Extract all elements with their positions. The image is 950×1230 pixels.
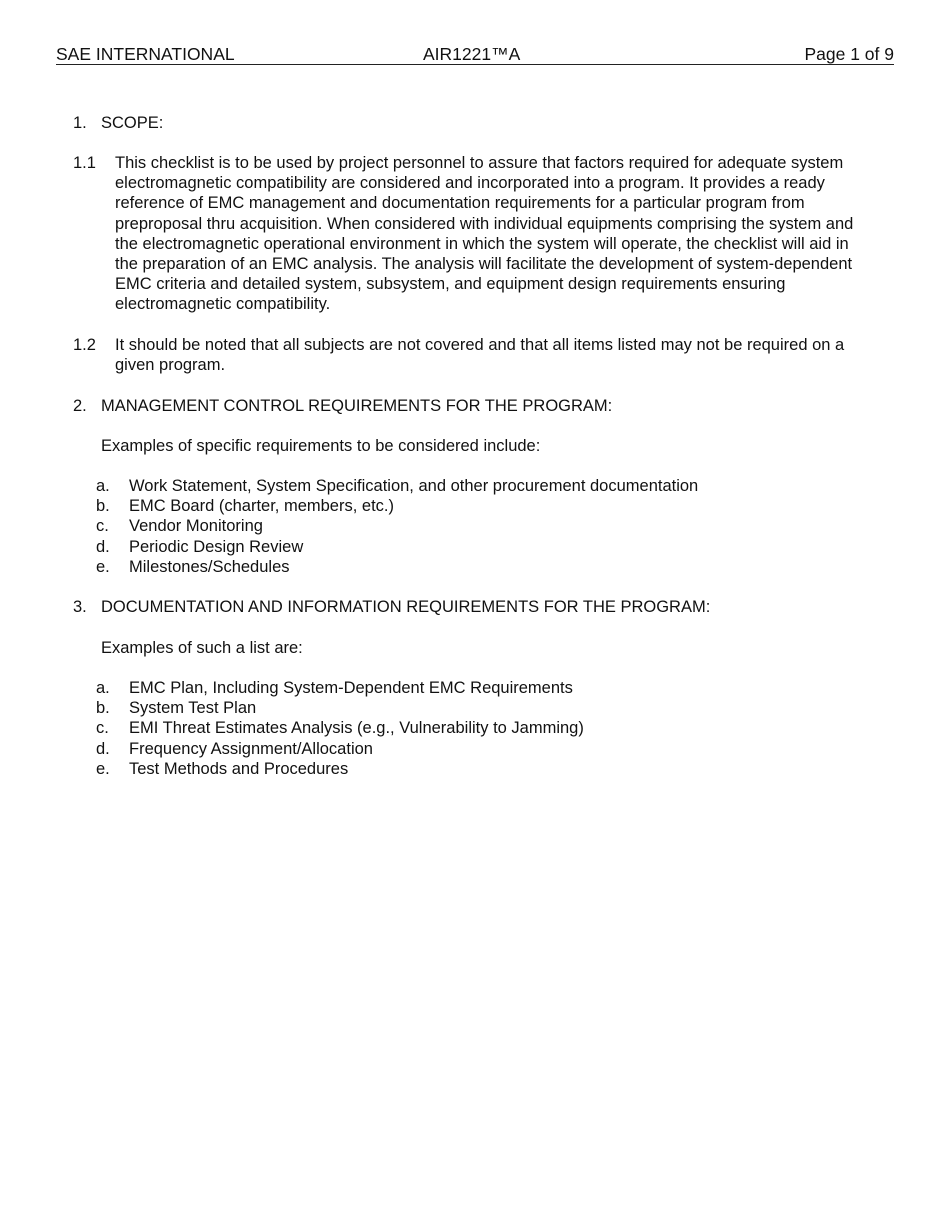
list-letter: b. [96,699,110,718]
header-doc-id: AIR1221™A [423,44,521,64]
section-number: 3. [73,598,87,616]
list-letter: a. [96,477,110,495]
list-text: Vendor Monitoring [129,517,263,536]
header-page-number: Page 1 of 9 [804,44,894,64]
list-text: Work Statement, System Specification, and other procurement documentation [129,477,699,495]
page-header [56,44,894,65]
paragraph-text: This checklist is to be used by project personnel to assure that factors required for adequate system electromagnetic compatibility are considered and incorporated into a program. It provides a ready reference of EMC management and documentation requirements for a particular program from preproposal thru acquisition. When considered with individual equipments comprising the system and the electromagnetic operational environment in which the system will operate, the checklist will aid in the preparation of an EMC analysis. The analysis will facilitate the development of system-dependent EMC criteria and detailed system, subsystem, and equipment design requirements ensuring electromagnetic compatibility. [115,154,854,314]
list-text: Periodic Design Review [129,537,304,556]
list-text: Frequency Assignment/Allocation [129,739,373,758]
list-letter: b. [96,497,110,516]
list-text: Milestones/Schedules [129,557,290,576]
list-text: EMC Board (charter, members, etc.) [129,497,394,516]
list-text: Test Methods and Procedures [129,759,349,778]
list-letter: d. [96,739,110,758]
list-text: EMC Plan, Including System-Dependent EMC Requirements [129,679,573,697]
section-3-intro: Examples of such a list are: [101,639,303,657]
list-letter: c. [96,719,109,738]
paragraph-number: 1.1 [73,154,96,172]
list-text: EMI Threat Estimates Analysis (e.g., Vulnerability to Jamming) [129,719,584,738]
paragraph-text: It should be noted that all subjects are not covered and that all items listed may not be required on a given program. [115,336,845,375]
list-letter: c. [96,517,109,536]
list-text: System Test Plan [129,699,257,718]
list-letter: a. [96,679,110,697]
section-title: SCOPE: [101,114,164,132]
list-letter: e. [96,557,110,576]
list-letter: d. [96,537,110,556]
list-letter: e. [96,759,110,778]
section-title: MANAGEMENT CONTROL REQUIREMENTS FOR THE PROGRAM: [101,397,613,415]
header-org: SAE INTERNATIONAL [56,44,235,64]
section-number: 2. [73,397,87,415]
section-2-intro: Examples of specific requirements to be considered include: [101,437,541,455]
section-number: 1. [73,114,87,132]
section-title: DOCUMENTATION AND INFORMATION REQUIREMENTS FOR THE PROGRAM: [101,598,711,616]
paragraph-number: 1.2 [73,336,96,354]
